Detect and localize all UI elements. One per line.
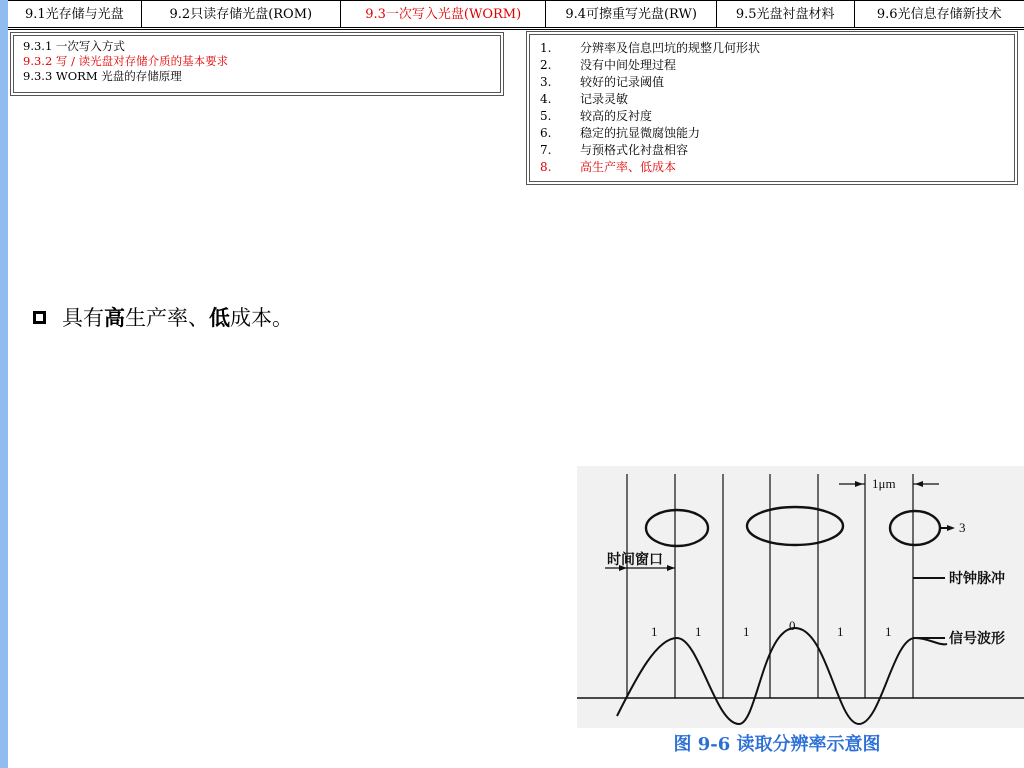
pit-mark (890, 511, 940, 545)
requirement-item[interactable] (540, 125, 760, 142)
pit-label: 3 (959, 520, 966, 535)
requirement-number: 5. (540, 109, 552, 123)
scale-label: 1μm (872, 476, 896, 491)
requirement-item[interactable] (540, 74, 760, 91)
requirement-text: 较高的反衬度 (580, 109, 653, 123)
requirement-text: 较好的记录阈值 (580, 75, 665, 89)
subnav-item-9-3-1[interactable]: 9.3.1 一次写入方式 (23, 39, 125, 53)
pit-mark (747, 507, 843, 545)
signal-waveform-label: 信号波形 (949, 632, 1005, 647)
requirement-item[interactable] (540, 91, 760, 108)
section-subnav-box (10, 32, 504, 96)
leader-arrow (947, 525, 955, 531)
bit-label: 0 (789, 618, 796, 633)
tab-9-4[interactable]: 9.4可擦重写光盘(RW) (546, 1, 717, 27)
requirements-box (526, 31, 1018, 185)
requirement-number: 6. (540, 126, 552, 140)
subnav-item-9-3-3[interactable]: 9.3.3 WORM 光盘的存储原理 (23, 69, 182, 83)
pit-mark (646, 510, 708, 546)
requirement-number: 7. (540, 143, 552, 157)
time-window-label: 时间窗口 (607, 553, 663, 568)
clock-pulse-label: 时钟脉冲 (949, 572, 1005, 587)
window-arrow (667, 565, 675, 571)
bullet-point (33, 302, 293, 332)
requirement-text: 稳定的抗显微腐蚀能力 (580, 126, 701, 140)
requirement-number: 8. (540, 160, 552, 174)
requirement-text: 分辨率及信息凹坑的规整几何形状 (580, 41, 761, 55)
requirements-list (540, 40, 760, 176)
bit-label: 1 (885, 624, 892, 639)
requirement-text: 记录灵敏 (580, 92, 629, 106)
scale-arrow (915, 481, 923, 487)
bit-label: 1 (695, 624, 702, 639)
square-bullet-icon (33, 311, 46, 324)
requirement-number: 3. (540, 75, 552, 89)
bit-label: 1 (743, 624, 750, 639)
tab-9-5[interactable]: 9.5光盘衬盘材料 (717, 1, 855, 27)
read-resolution-figure (577, 466, 1024, 728)
requirement-number: 2. (540, 58, 552, 72)
tab-9-1[interactable]: 9.1光存储与光盘 (8, 1, 142, 27)
requirement-item-active[interactable] (540, 159, 760, 176)
requirement-item[interactable] (540, 40, 760, 57)
left-accent-bar (0, 0, 8, 768)
requirement-text: 与预格式化衬盘相容 (580, 143, 689, 157)
requirement-number: 4. (540, 92, 552, 106)
bullet-text: 具有高生产率、低成本。 (62, 305, 293, 330)
requirement-item[interactable] (540, 57, 760, 74)
tab-9-3[interactable]: 9.3一次写入光盘(WORM) (341, 1, 546, 27)
requirement-item[interactable] (540, 108, 760, 125)
figure-caption: 图 9-6 读取分辨率示意图 (673, 734, 881, 755)
requirement-text: 没有中间处理过程 (580, 58, 677, 72)
signal-waveform (617, 628, 947, 724)
subnav-item-9-3-2[interactable]: 9.3.2 写 / 读光盘对存储介质的基本要求 (23, 54, 229, 68)
requirements-inner-frame (529, 34, 1015, 182)
resolution-diagram (577, 466, 1024, 728)
requirement-item[interactable] (540, 142, 760, 159)
bit-label: 1 (837, 624, 844, 639)
requirement-text: 高生产率、低成本 (580, 160, 677, 174)
tab-9-2[interactable]: 9.2只读存储光盘(ROM) (142, 1, 341, 27)
subnav-inner-frame (13, 35, 501, 93)
tab-9-6[interactable]: 9.6光信息存储新技术 (876, 7, 1002, 22)
requirement-number: 1. (540, 41, 552, 55)
chapter-tab-bar (8, 0, 1024, 30)
bit-label: 1 (651, 624, 658, 639)
scale-arrow (855, 481, 863, 487)
